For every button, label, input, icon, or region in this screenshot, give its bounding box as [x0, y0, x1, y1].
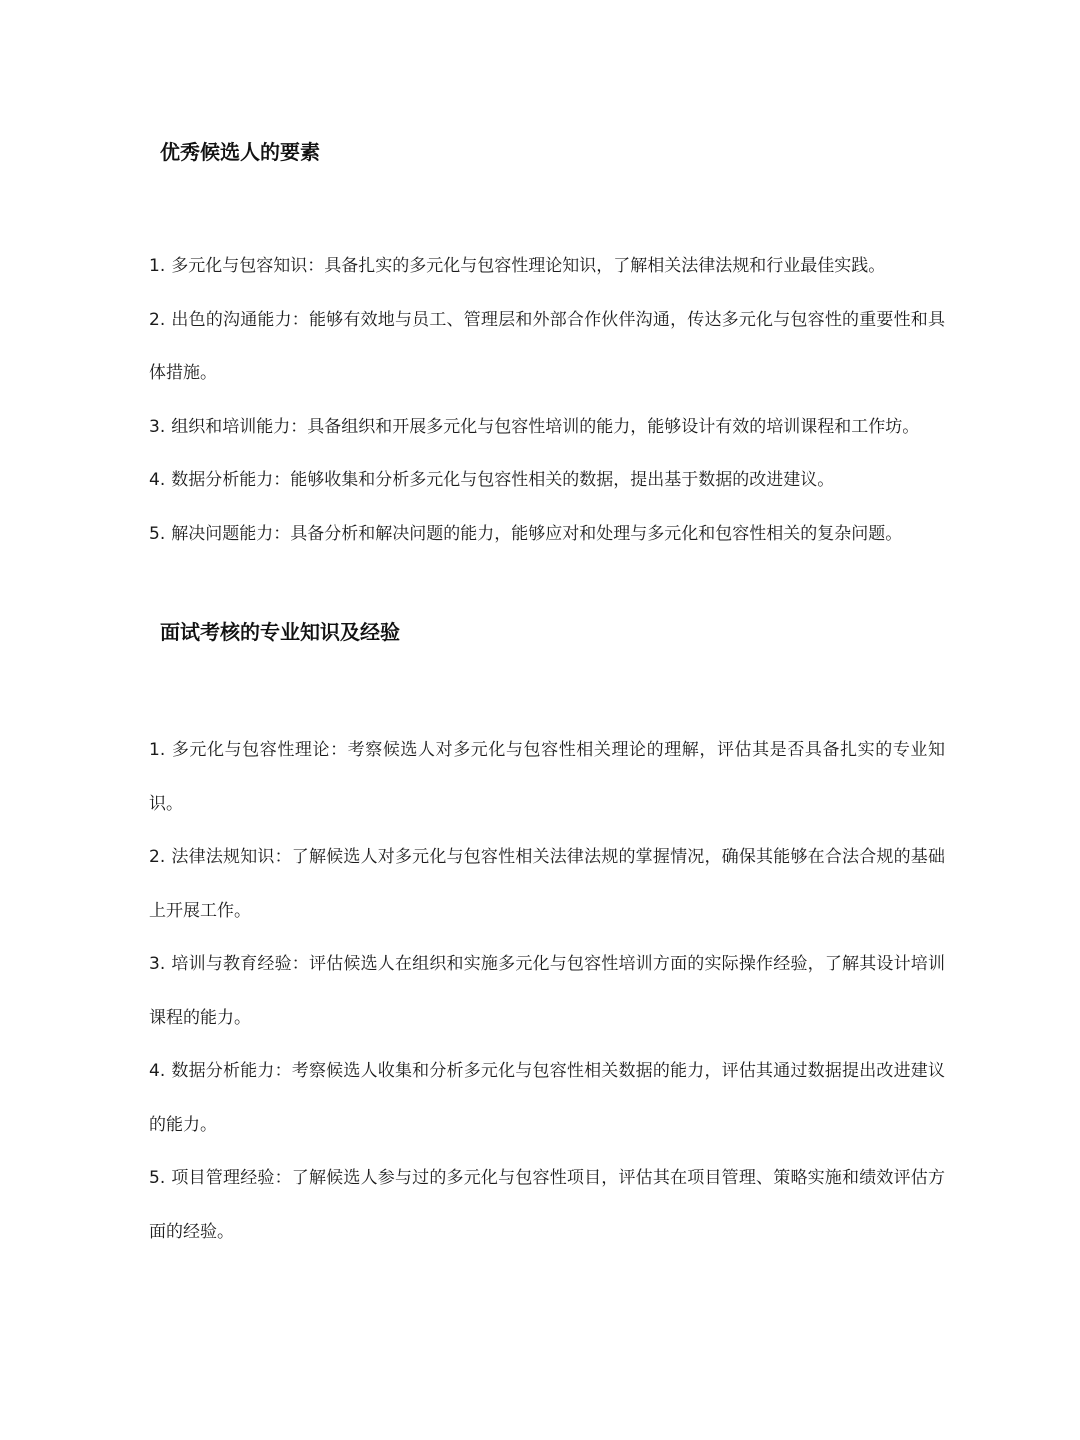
- list-item-text: 解决问题能力：具备分析和解决问题的能力，能够应对和处理与多元化和包容性相关的复杂问题。: [171, 523, 903, 544]
- list-item: [149, 240, 945, 294]
- list-item-text: 项目管理经验：了解候选人参与过的多元化与包容性项目，评估其在项目管理、策略实施和绩效评估方面的经验。: [149, 1168, 945, 1242]
- list-item-text: 多元化与包容知识：具备扎实的多元化与包容性理论知识，了解相关法律法规和行业最佳实践。: [171, 256, 886, 276]
- list-item: [149, 1045, 945, 1152]
- list-item: [149, 724, 945, 831]
- section-title-candidate-elements: 优秀候选人的要素: [160, 140, 320, 164]
- list-item-text: 组织和培训能力：具备组织和开展多元化与包容性培训的能力，能够设计有效的培训课程和工作坊。: [171, 416, 920, 437]
- list-item-number: 4.: [149, 470, 166, 490]
- list-item-number: 4.: [149, 1061, 166, 1081]
- list-item-text: 数据分析能力：能够收集和分析多元化与包容性相关的数据，提出基于数据的改进建议。: [171, 470, 835, 490]
- list-item-text: 多元化与包容性理论：考察候选人对多元化与包容性相关理论的理解，评估其是否具备扎实的专业知识。: [149, 740, 945, 814]
- list-item-number: 2.: [149, 847, 166, 867]
- interview-knowledge-list: [149, 724, 945, 1259]
- list-item-number: 3.: [149, 954, 166, 974]
- list-item: [149, 401, 945, 455]
- list-item: [149, 294, 945, 401]
- list-item-text: 数据分析能力：考察候选人收集和分析多元化与包容性相关数据的能力，评估其通过数据提出改进建议的能力。: [149, 1061, 945, 1135]
- list-item-text: 法律法规知识：了解候选人对多元化与包容性相关法律法规的掌握情况，确保其能够在合法合规的基础上开展工作。: [149, 847, 945, 921]
- list-item-text: 培训与教育经验：评估候选人在组织和实施多元化与包容性培训方面的实际操作经验，了解其设计培训课程的能力。: [149, 954, 945, 1028]
- list-item-text: 出色的沟通能力：能够有效地与员工、管理层和外部合作伙伴沟通，传达多元化与包容性的重要性和具体措施。: [149, 309, 945, 383]
- list-item-number: 2.: [149, 309, 166, 330]
- list-item: [149, 938, 945, 1045]
- list-item: [149, 454, 945, 508]
- list-item-number: 3.: [149, 416, 166, 437]
- list-item-number: 1.: [149, 256, 166, 276]
- list-item-number: 5.: [149, 1168, 166, 1188]
- list-item: [149, 831, 945, 938]
- section-title-interview-knowledge: 面试考核的专业知识及经验: [160, 620, 400, 644]
- list-item-number: 1.: [149, 740, 166, 760]
- list-item-number: 5.: [149, 523, 166, 544]
- list-item: [149, 508, 945, 562]
- candidate-elements-list: [149, 240, 945, 561]
- list-item: [149, 1152, 945, 1259]
